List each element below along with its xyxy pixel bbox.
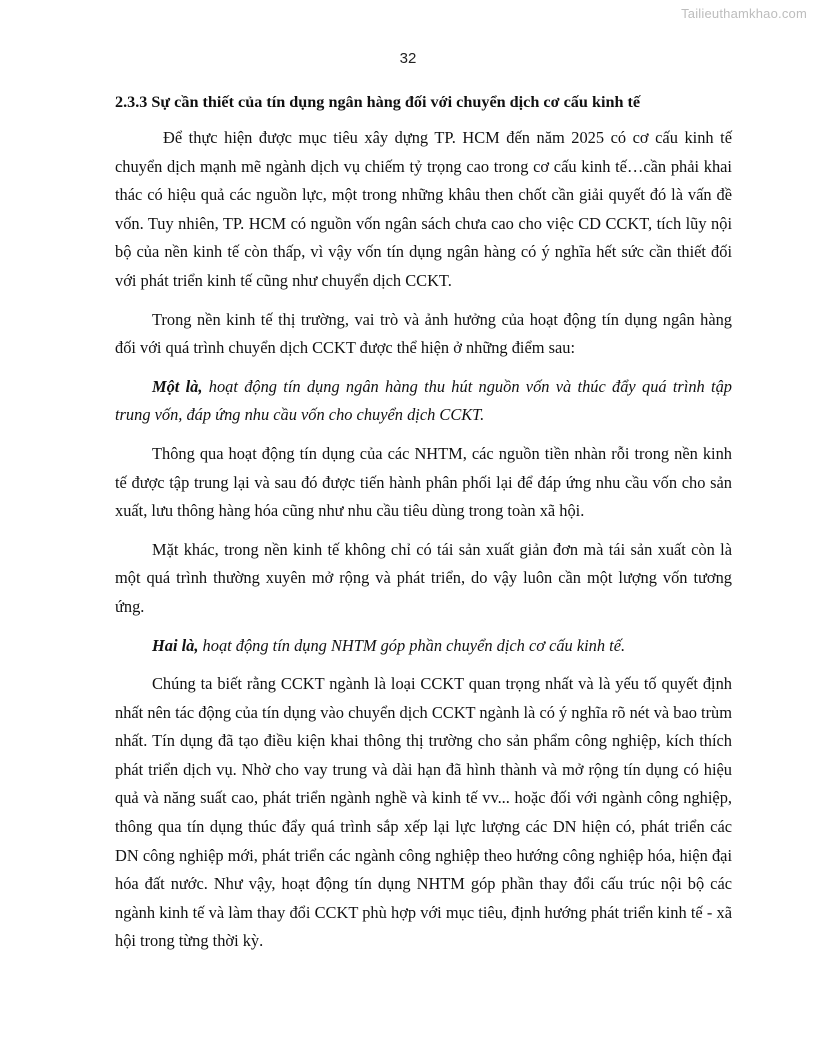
paragraph-3 [115, 373, 732, 430]
paragraph-2: Trong nền kinh tế thị trường, vai trò và ảnh hưởng của hoạt động tín dụng ngân hàng đối với quá trình chuyển dịch CCKT được thể hiện ở những điểm sau: [115, 309, 732, 358]
section-heading: 2.3.3 Sự cần thiết của tín dụng ngân hàng đối với chuyển dịch cơ cấu kinh tế [115, 93, 641, 111]
point-two-text: hoạt động tín dụng NHTM góp phần chuyển dịch cơ cấu kinh tế. [198, 635, 626, 655]
point-two-lead: Hai là, [152, 635, 199, 655]
paragraph-1: Để thực hiện được mục tiêu xây dựng TP. HCM đến năm 2025 có cơ cấu kinh tế chuyển dịch mạnh mẽ ngành dịch vụ chiếm tỷ trọng cao trong cơ cấu kinh tế…cần phải khai thác có hiệu quả các nguồn lực, một trong những khâu then chốt cần giải quyết đó là vấn đề vốn. Tuy nhiên, TP. HCM có nguồn vốn ngân sách chưa cao cho việc CD CCKT, tích lũy nội bộ của nền kinh tế còn thấp, vì vậy vốn tín dụng ngân hàng có ý nghĩa hết sức cần thiết đối với phát triển kinh tế cũng như chuyển dịch CCKT. [115, 128, 732, 290]
document-body [115, 90, 732, 966]
point-one-text: hoạt động tín dụng ngân hàng thu hút nguồn vốn và thúc đẩy quá trình tập trung vốn, đáp ứng nhu cầu vốn cho chuyển dịch CCKT. [115, 376, 732, 425]
watermark: Tailieuthamkhao.com [681, 6, 807, 21]
paragraph-5: Mặt khác, trong nền kinh tế không chỉ có tái sản xuất giản đơn mà tái sản xuất còn là một quá trình thường xuyên mở rộng và phát triển, do vậy luôn cần một lượng vốn tương ứng. [115, 539, 732, 616]
page-number: 32 [399, 50, 417, 67]
paragraph-7: Chúng ta biết rằng CCKT ngành là loại CCKT quan trọng nhất và là yếu tố quyết định nhất nên tác động của tín dụng vào chuyển dịch CCKT ngành là có ý nghĩa rõ nét và bao trùm nhất. Tín dụng đã tạo điều kiện khai thông thị trường cho sản phẩm công nghiệp, kích thích phát triển dịch vụ. Nhờ cho vay trung và dài hạn đã hình thành và mở rộng tín dụng có hiệu quả và năng suất cao, phát triển ngành nghề và kinh tế vv... hoặc đối với ngành công nghiệp, thông qua tín dụng thúc đẩy quá trình sắp xếp lại lực lượng các DN hiện có, phát triển các DN công nghiệp mới, phát triển các ngành công nghiệp theo hướng công nghiệp hóa, hiện đại hóa đất nước. Như vậy, hoạt động tín dụng NHTM góp phần thay đổi cấu trúc nội bộ các ngành kinh tế và làm thay đổi CCKT phù hợp với mục tiêu, định hướng phát triển kinh tế - xã hội trong từng thời kỳ. [115, 674, 732, 951]
paragraph-6 [115, 632, 732, 661]
point-one-lead: Một là, [152, 376, 203, 396]
paragraph-4: Thông qua hoạt động tín dụng của các NHTM, các nguồn tiền nhàn rỗi trong nền kinh tế được tập trung lại và sau đó được tiến hành phân phối lại để đáp ứng nhu cầu vốn cho sản xuất, lưu thông hàng hóa cũng như nhu cầu tiêu dùng trong toàn xã hội. [115, 443, 732, 521]
